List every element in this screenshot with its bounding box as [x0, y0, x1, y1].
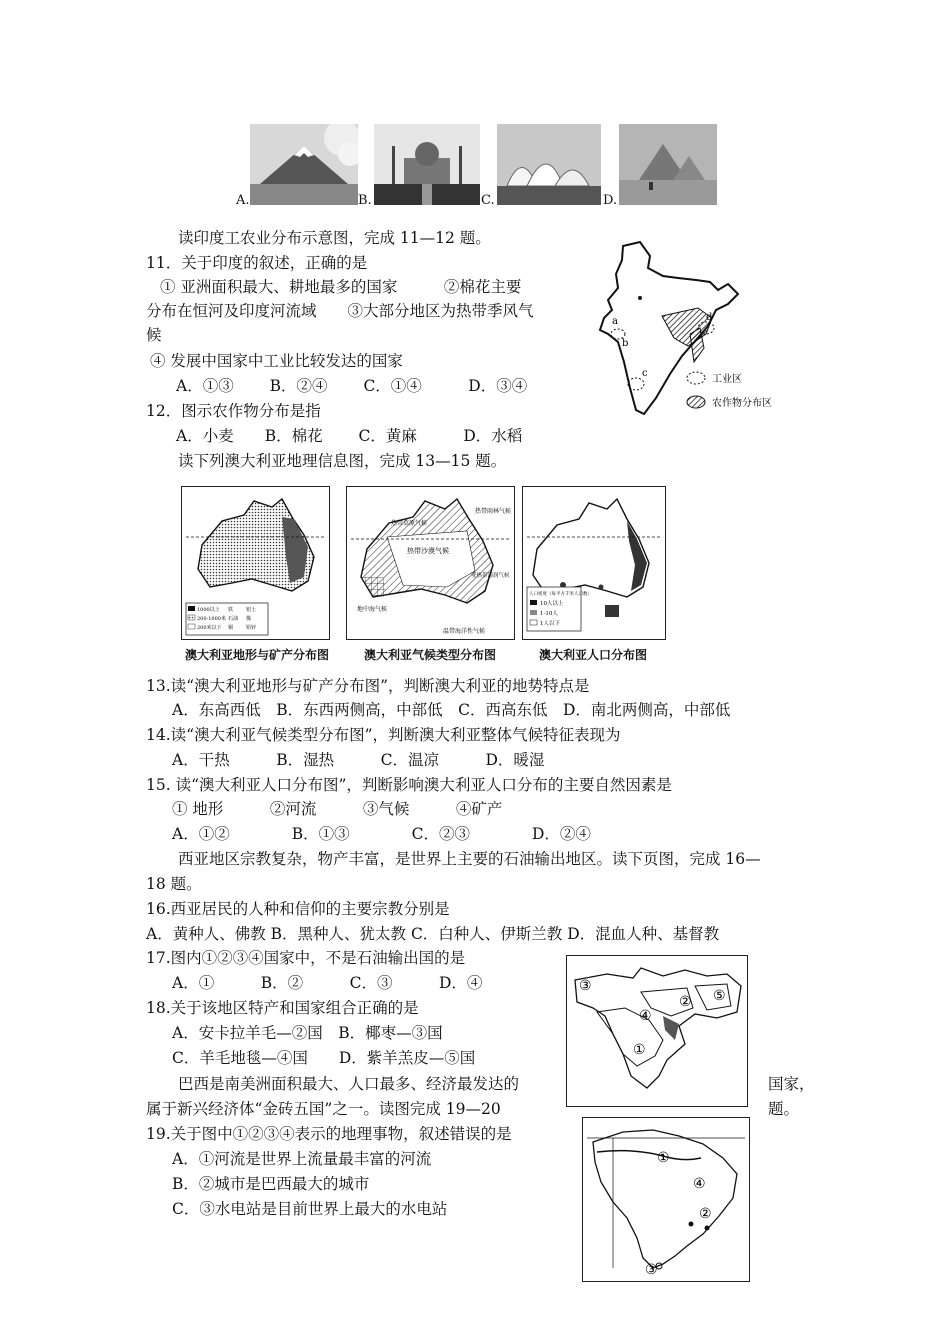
population-legend-title: 人口密度（每平方千米人口数） [529, 592, 592, 597]
india-label-c: c [642, 368, 648, 379]
australia-terrain-legend-1: 1000以上 [197, 607, 220, 613]
q11-options: A．①③ B．②④ C．①④ D．③④ [176, 377, 528, 395]
westasia-num-2: ② [679, 994, 692, 1010]
q18-options-2: C．羊毛地毯—④国 D．紫羊羔皮—⑤国 [172, 1049, 476, 1067]
australia-population-caption: 澳大利亚人口分布图 [538, 648, 647, 662]
q12-options: A．小麦 B．棉花 C．黄麻 D．水稻 [176, 427, 523, 445]
q16-stem: 16.西亚居民的人种和信仰的主要宗教分别是 [146, 900, 450, 918]
australia-terrain-legend-7: 煤 [246, 616, 252, 622]
australia-intro: 读下列澳大利亚地理信息图，完成 13—15 题。 [178, 452, 507, 470]
q19-option-c: C．③水电站是目前世界上最大的水电站 [172, 1200, 448, 1218]
population-legend-2: 1-10人 [540, 611, 558, 617]
australia-population-map [522, 486, 666, 640]
photo-mount-fuji [250, 124, 358, 205]
australia-terrain-legend-8: 铜 [228, 625, 234, 631]
climate-label-subtropical: 亚热带湿润气候 [471, 573, 510, 579]
photo-label-a: A. [236, 193, 250, 208]
q11-text-3: 候 [146, 326, 162, 344]
climate-label-rainforest: 热带雨林气候 [475, 508, 512, 515]
brazil-intro-1a: 巴西是南美洲面积最大、人口最多、经济最发达的 [178, 1075, 520, 1093]
australia-terrain-caption: 澳大利亚地形与矿产分布图 [184, 648, 329, 662]
australia-terrain-legend-4: 铁 [228, 607, 234, 613]
westasia-intro-1: 西亚地区宗教复杂，物产丰富，是世界上主要的石油输出地区。读下页图，完成 16— [178, 850, 761, 868]
q11-text-2: 分布在恒河及印度河流域 ③大部分地区为热带季风气 [146, 302, 534, 320]
australia-terrain-legend-6: 铝土 [246, 607, 257, 613]
westasia-num-4: ④ [639, 1008, 652, 1024]
q15-stem: 15. 读“澳大利亚人口分布图”，判断影响澳大利亚人口分布的主要自然因素是 [146, 776, 672, 794]
australia-climate-map [346, 486, 515, 640]
australia-terrain-map [181, 486, 330, 640]
india-legend-crop: 农作物分布区 [712, 398, 772, 409]
australia-terrain-legend-3: 200米以下 [197, 625, 222, 631]
population-legend-1: 10人以上 [540, 601, 564, 607]
westasia-intro-2: 18 题。 [146, 875, 202, 893]
india-map [578, 238, 792, 420]
climate-label-maritime: 温带海洋性气候 [443, 628, 486, 635]
australia-terrain-legend-5: 石油 [228, 616, 239, 622]
q19-stem: 19.关于图中①②③④表示的地理事物，叙述错误的是 [146, 1125, 512, 1143]
q19-option-b: B．②城市是巴西最大的城市 [172, 1175, 370, 1193]
photo-label-b: B. [358, 193, 372, 208]
brazil-num-2: ② [699, 1206, 712, 1222]
q11-text-4: ④ 发展中国家中工业比较发达的国家 [150, 352, 403, 370]
photo-pyramids [619, 124, 717, 205]
photo-label-d: D. [603, 193, 618, 208]
india-label-b: b [622, 338, 629, 349]
australia-climate-caption: 澳大利亚气候类型分布图 [363, 648, 496, 662]
photo-label-c: C. [481, 193, 495, 208]
westasia-map [566, 955, 748, 1107]
india-label-d: d [706, 312, 713, 323]
climate-label-mediterranean: 地中海气候 [357, 606, 388, 613]
q18-stem: 18.关于该地区特产和国家组合正确的是 [146, 999, 419, 1017]
q19-option-a: A．①河流是世界上流量最丰富的河流 [172, 1150, 432, 1168]
brazil-intro-2a: 属于新兴经济体“金砖五国”之一。读图完成 19—20 [146, 1100, 501, 1118]
brazil-intro-1b: 国家， [768, 1075, 815, 1093]
population-legend-3: 1人以下 [540, 621, 560, 627]
q15-items: ① 地形 ②河流 ③气候 ④矿产 [172, 800, 503, 818]
q14-options: A．干热 B．湿热 C．温凉 D．暖湿 [172, 751, 545, 769]
q17-options: A．① B．② C．③ D．④ [172, 974, 483, 992]
brazil-num-3: ③ [645, 1262, 658, 1278]
westasia-num-5: ⑤ [713, 988, 726, 1004]
brazil-map [582, 1117, 750, 1282]
brazil-num-1: ① [657, 1150, 670, 1166]
australia-terrain-legend-2: 200-1000米 [197, 616, 226, 622]
q17-stem: 17.图内①②③④国家中，不是石油输出国的是 [146, 949, 466, 967]
q18-options-1: A．安卡拉羊毛—②国 B．椰枣—③国 [172, 1024, 443, 1042]
q15-options: A．①② B．①③ C．②③ D．②④ [172, 825, 591, 843]
india-legend-industry: 工业区 [712, 374, 742, 385]
q13-stem: 13.读“澳大利亚地形与矿产分布图”，判断澳大利亚的地势特点是 [146, 677, 590, 695]
q11-text-1: ① 亚洲面积最大、耕地最多的国家 ②棉花主要 [160, 278, 522, 296]
brazil-num-4: ④ [693, 1176, 706, 1192]
q16-options: A．黄种人、佛教 B．黑种人、犹太教 C．白种人、伊斯兰教 D．混血人种、基督教 [146, 925, 720, 943]
q14-stem: 14.读“澳大利亚气候类型分布图”，判断澳大利亚整体气候特征表现为 [146, 726, 621, 744]
photo-sydney-opera-house [497, 124, 601, 205]
brazil-intro-2b: 题。 [768, 1100, 800, 1118]
india-intro: 读印度工农业分布示意图，完成 11—12 题。 [178, 229, 491, 247]
q13-options: A．东高西低 B．东西两侧高，中部低 C．西高东低 D．南北两侧高，中部低 [172, 701, 731, 719]
australia-terrain-legend-9: 铅锌 [246, 625, 257, 631]
q11-stem: 11．关于印度的叙述，正确的是 [146, 254, 368, 272]
climate-label-savanna: 热带草原气候 [391, 520, 428, 527]
q12-stem: 12．图示农作物分布是指 [146, 402, 321, 420]
westasia-num-1: ① [633, 1042, 646, 1058]
westasia-num-3: ③ [579, 978, 592, 994]
india-label-a: a [612, 316, 618, 327]
photo-taj-mahal [374, 124, 480, 205]
climate-label-desert: 热带沙漠气候 [407, 547, 449, 555]
